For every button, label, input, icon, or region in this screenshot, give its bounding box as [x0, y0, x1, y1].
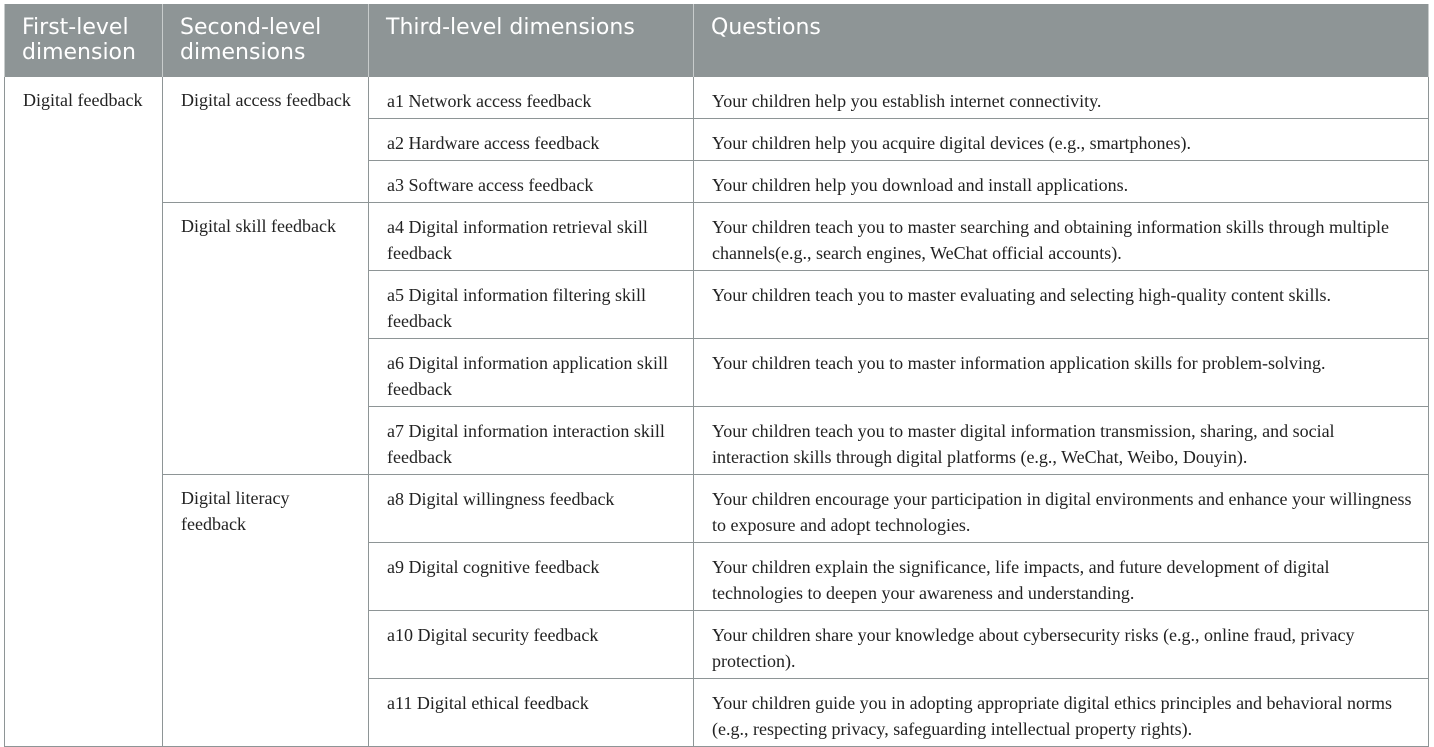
third-level-cell: a6 Digital information application skill feedback [369, 339, 694, 407]
dimensions-table-container [4, 4, 1428, 747]
question-cell: Your children explain the significance, life impacts, and future development of digital technologies to deepen your awareness and understanding. [694, 543, 1429, 611]
second-level-cell: Digital literacy feedback [163, 475, 369, 747]
question-cell: Your children help you download and install applications. [694, 161, 1429, 203]
question-cell: Your children guide you in adopting appropriate digital ethics principles and behavioral norms (e.g., respecting privacy, safeguarding intellectual property rights). [694, 679, 1429, 747]
question-cell: Your children encourage your participation in digital environments and enhance your willingness to exposure and adopt technologies. [694, 475, 1429, 543]
header-second-level: Second-level dimensions [163, 4, 369, 77]
third-level-cell: a10 Digital security feedback [369, 611, 694, 679]
header-questions: Questions [694, 4, 1429, 77]
table-row [5, 203, 1429, 271]
table-row [5, 77, 1429, 119]
question-cell: Your children teach you to master evaluating and selecting high-quality content skills. [694, 271, 1429, 339]
third-level-cell: a4 Digital information retrieval skill feedback [369, 203, 694, 271]
third-level-cell: a1 Network access feedback [369, 77, 694, 119]
question-cell: Your children teach you to master searching and obtaining information skills through multiple channels(e.g., search engines, WeChat official accounts). [694, 203, 1429, 271]
table-header-row [5, 4, 1429, 77]
header-first-level: First-level dimension [5, 4, 163, 77]
dimensions-table [4, 4, 1429, 747]
third-level-cell: a7 Digital information interaction skill feedback [369, 407, 694, 475]
third-level-cell: a9 Digital cognitive feedback [369, 543, 694, 611]
question-cell: Your children share your knowledge about cybersecurity risks (e.g., online fraud, privacy protection). [694, 611, 1429, 679]
third-level-cell: a5 Digital information filtering skill feedback [369, 271, 694, 339]
question-cell: Your children teach you to master digital information transmission, sharing, and social interaction skills through digital platforms (e.g., WeChat, Weibo, Douyin). [694, 407, 1429, 475]
table-row [5, 475, 1429, 543]
question-cell: Your children help you acquire digital devices (e.g., smartphones). [694, 119, 1429, 161]
third-level-cell: a8 Digital willingness feedback [369, 475, 694, 543]
question-cell: Your children help you establish internet connectivity. [694, 77, 1429, 119]
third-level-cell: a11 Digital ethical feedback [369, 679, 694, 747]
third-level-cell: a3 Software access feedback [369, 161, 694, 203]
second-level-cell: Digital access feedback [163, 77, 369, 203]
first-level-cell: Digital feedback [5, 77, 163, 747]
third-level-cell: a2 Hardware access feedback [369, 119, 694, 161]
header-third-level: Third-level dimensions [369, 4, 694, 77]
question-cell: Your children teach you to master information application skills for problem-solving. [694, 339, 1429, 407]
second-level-cell: Digital skill feedback [163, 203, 369, 475]
